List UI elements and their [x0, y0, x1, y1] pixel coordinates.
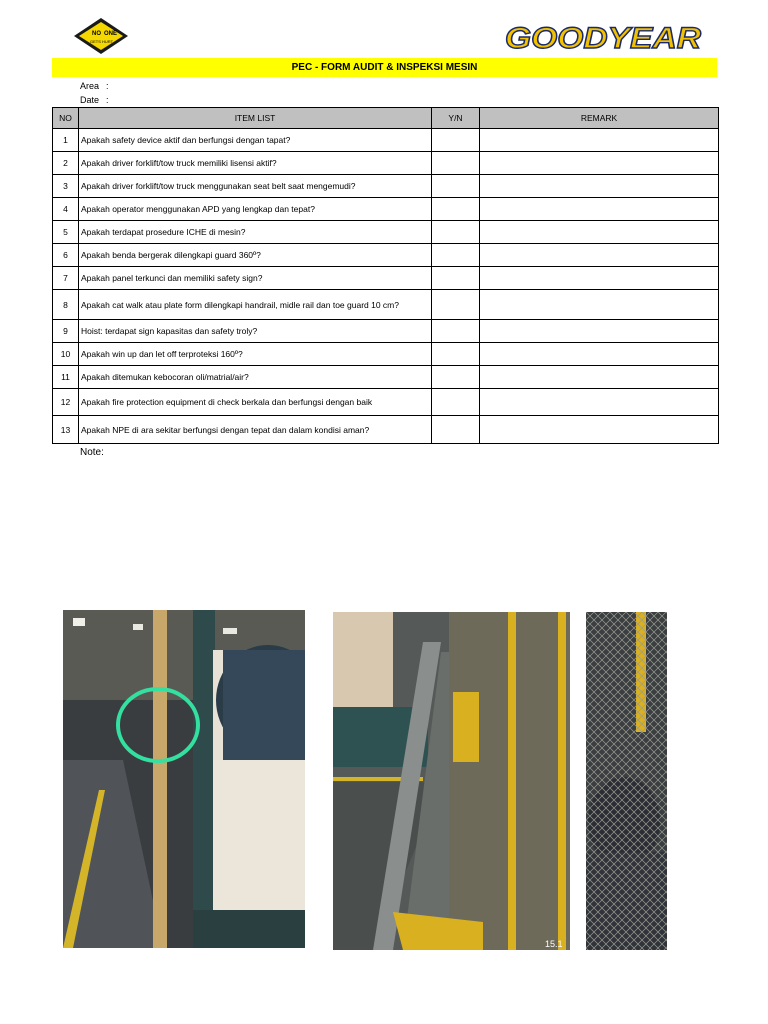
- table-row: [53, 389, 719, 416]
- table-row: [53, 198, 719, 221]
- row-item-text: Apakah benda bergerak dilengkapi guard 360º?: [79, 244, 432, 267]
- row-remark-cell[interactable]: [480, 290, 719, 320]
- row-item-text: Apakah ditemukan kebocoran oli/matrial/air?: [79, 366, 432, 389]
- row-number: 4: [53, 198, 79, 221]
- table-row: [53, 320, 719, 343]
- table-row: [53, 416, 719, 444]
- row-yn-cell[interactable]: [432, 290, 480, 320]
- row-yn-cell[interactable]: [432, 198, 480, 221]
- logo-text-one: ONE: [104, 31, 118, 37]
- goodyear-logo: [503, 16, 705, 56]
- row-remark-cell[interactable]: [480, 175, 719, 198]
- date-label: Date: [80, 95, 100, 105]
- inspection-photo-machine-guard: [63, 610, 305, 948]
- row-item-text: Apakah terdapat prosedure ICHE di mesin?: [79, 221, 432, 244]
- row-yn-cell[interactable]: [432, 152, 480, 175]
- goodyear-wordmark: GOODYEAR: [505, 22, 702, 55]
- row-item-text: Apakah cat walk atau plate form dilengkapi handrail, midle rail dan toe guard 10 cm?: [79, 290, 432, 320]
- inspection-photo-mesh-guard: [586, 612, 667, 950]
- row-remark-cell[interactable]: [480, 198, 719, 221]
- header-item-list: ITEM LIST: [79, 108, 432, 129]
- row-item-text: Apakah driver forklift/tow truck memiliki lisensi aktif?: [79, 152, 432, 175]
- row-item-text: Apakah NPE di ara sekitar berfungsi dengan tepat dan dalam kondisi aman?: [79, 416, 432, 444]
- row-item-text: Apakah driver forklift/tow truck menggunakan seat belt saat mengemudi?: [79, 175, 432, 198]
- row-number: 9: [53, 320, 79, 343]
- row-number: 1: [53, 129, 79, 152]
- table-row: [53, 152, 719, 175]
- table-row: [53, 244, 719, 267]
- table-row: [53, 129, 719, 152]
- row-remark-cell[interactable]: [480, 129, 719, 152]
- area-separator: :: [106, 81, 109, 91]
- table-header-row: [53, 108, 719, 129]
- row-yn-cell[interactable]: [432, 343, 480, 366]
- row-item-text: Apakah safety device aktif dan berfungsi dengan tapat?: [79, 129, 432, 152]
- table-row: [53, 221, 719, 244]
- header-remark: REMARK: [480, 108, 719, 129]
- row-remark-cell[interactable]: [480, 221, 719, 244]
- header-no: NO: [53, 108, 79, 129]
- row-remark-cell[interactable]: [480, 267, 719, 290]
- row-remark-cell[interactable]: [480, 366, 719, 389]
- row-yn-cell[interactable]: [432, 320, 480, 343]
- row-number: 7: [53, 267, 79, 290]
- row-number: 10: [53, 343, 79, 366]
- row-item-text: Apakah fire protection equipment di check berkala dan berfungsi dengan baik: [79, 389, 432, 416]
- date-separator: :: [106, 95, 109, 105]
- logo-text-no: NO: [92, 31, 101, 37]
- row-yn-cell[interactable]: [432, 267, 480, 290]
- row-number: 3: [53, 175, 79, 198]
- table-row: [53, 366, 719, 389]
- audit-table: [52, 107, 719, 444]
- row-number: 12: [53, 389, 79, 416]
- photo-timestamp: 15.1: [545, 939, 563, 949]
- area-label: Area: [80, 81, 100, 91]
- row-item-text: Apakah win up dan let off terproteksi 160º?: [79, 343, 432, 366]
- table-row: [53, 175, 719, 198]
- logo-text-gets-hurt: GETS HURT: [90, 39, 114, 44]
- table-row: [53, 290, 719, 320]
- inspection-photo-catwalk-fence: [333, 612, 570, 950]
- note-label: Note:: [80, 447, 104, 458]
- row-number: 6: [53, 244, 79, 267]
- table-row: [53, 343, 719, 366]
- row-number: 8: [53, 290, 79, 320]
- header-yn: Y/N: [432, 108, 480, 129]
- row-yn-cell[interactable]: [432, 175, 480, 198]
- row-yn-cell[interactable]: [432, 129, 480, 152]
- row-yn-cell[interactable]: [432, 221, 480, 244]
- no-one-gets-hurt-logo: [72, 17, 130, 55]
- row-remark-cell[interactable]: [480, 416, 719, 444]
- row-remark-cell[interactable]: [480, 389, 719, 416]
- form-title: PEC - FORM AUDIT & INSPEKSI MESIN: [52, 58, 717, 77]
- row-remark-cell[interactable]: [480, 244, 719, 267]
- row-remark-cell[interactable]: [480, 343, 719, 366]
- row-yn-cell[interactable]: [432, 389, 480, 416]
- row-yn-cell[interactable]: [432, 244, 480, 267]
- row-number: 11: [53, 366, 79, 389]
- area-field: [80, 80, 109, 92]
- row-number: 5: [53, 221, 79, 244]
- row-number: 2: [53, 152, 79, 175]
- row-yn-cell[interactable]: [432, 366, 480, 389]
- row-item-text: Apakah operator menggunakan APD yang lengkap dan tepat?: [79, 198, 432, 221]
- row-remark-cell[interactable]: [480, 320, 719, 343]
- row-item-text: Apakah panel terkunci dan memiliki safety sign?: [79, 267, 432, 290]
- date-field: [80, 94, 109, 106]
- table-row: [53, 267, 719, 290]
- row-remark-cell[interactable]: [480, 152, 719, 175]
- row-yn-cell[interactable]: [432, 416, 480, 444]
- row-number: 13: [53, 416, 79, 444]
- row-item-text: Hoist: terdapat sign kapasitas dan safety troly?: [79, 320, 432, 343]
